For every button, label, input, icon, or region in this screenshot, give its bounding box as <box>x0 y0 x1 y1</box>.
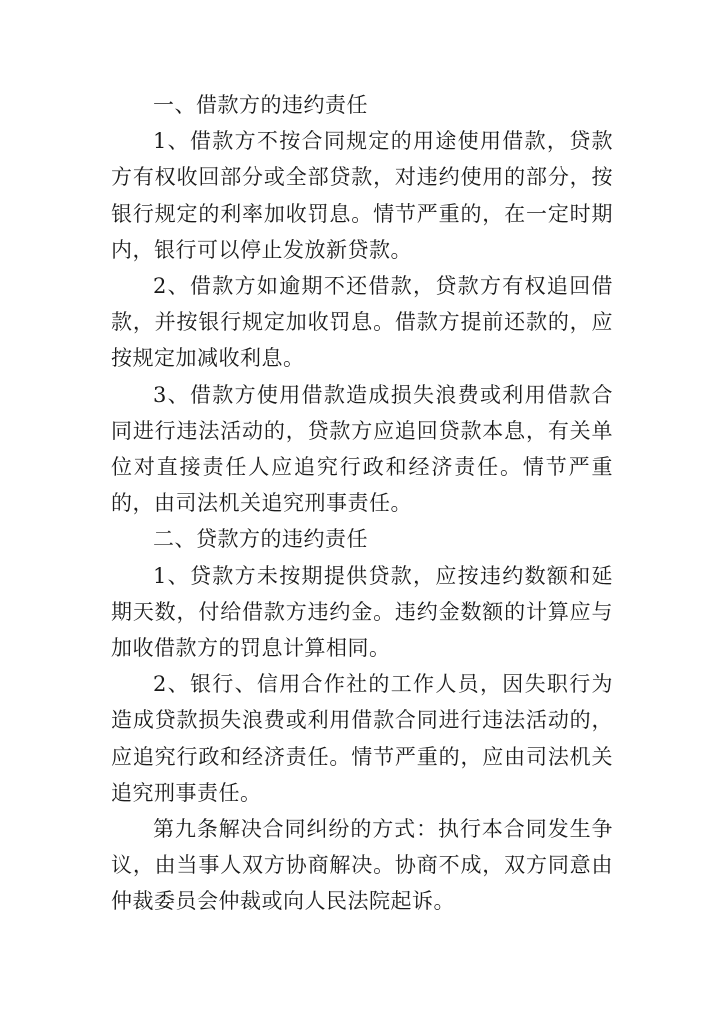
paragraph-lender-clause-2: 2、银行、信用合作社的工作人员，因失职行为造成贷款损失浪费或利用借款合同进行违法活动的，应追究行政和经济责任。情节严重的，应由司法机关追究刑事责任。 <box>111 672 613 805</box>
document-body <box>111 87 613 920</box>
paragraph-borrower-clause-2: 2、借款方如逾期不还借款，贷款方有权追回借款，并按银行规定加收罚息。借款方提前还款的，应按规定加减收利息。 <box>111 274 613 371</box>
paragraph-article-9-dispute-resolution: 第九条解决合同纠纷的方式：执行本合同发生争议，由当事人双方协商解决。协商不成，双方同意由仲裁委员会仲裁或向人民法院起诉。 <box>111 817 613 914</box>
paragraph-lender-clause-1: 1、贷款方未按期提供贷款，应按违约数额和延期天数，付给借款方违约金。违约金数额的计算应与加收借款方的罚息计算相同。 <box>111 563 613 661</box>
section-heading-borrower-liability: 一、借款方的违约责任 <box>153 93 368 117</box>
paragraph-borrower-clause-3: 3、借款方使用借款造成损失浪费或利用借款合同进行违法活动的，贷款方应追回贷款本息，有关单位对直接责任人应追究行政和经济责任。情节严重的，由司法机关追究刑事责任。 <box>111 382 613 516</box>
section-heading-lender-liability: 二、贷款方的违约责任 <box>153 527 368 552</box>
paragraph-borrower-clause-1: 1、借款方不按合同规定的用途使用借款，贷款方有权收回部分或全部贷款，对违约使用的部分，按银行规定的利率加收罚息。情节严重的，在一定时期内，银行可以停止发放新贷款。 <box>111 129 613 262</box>
